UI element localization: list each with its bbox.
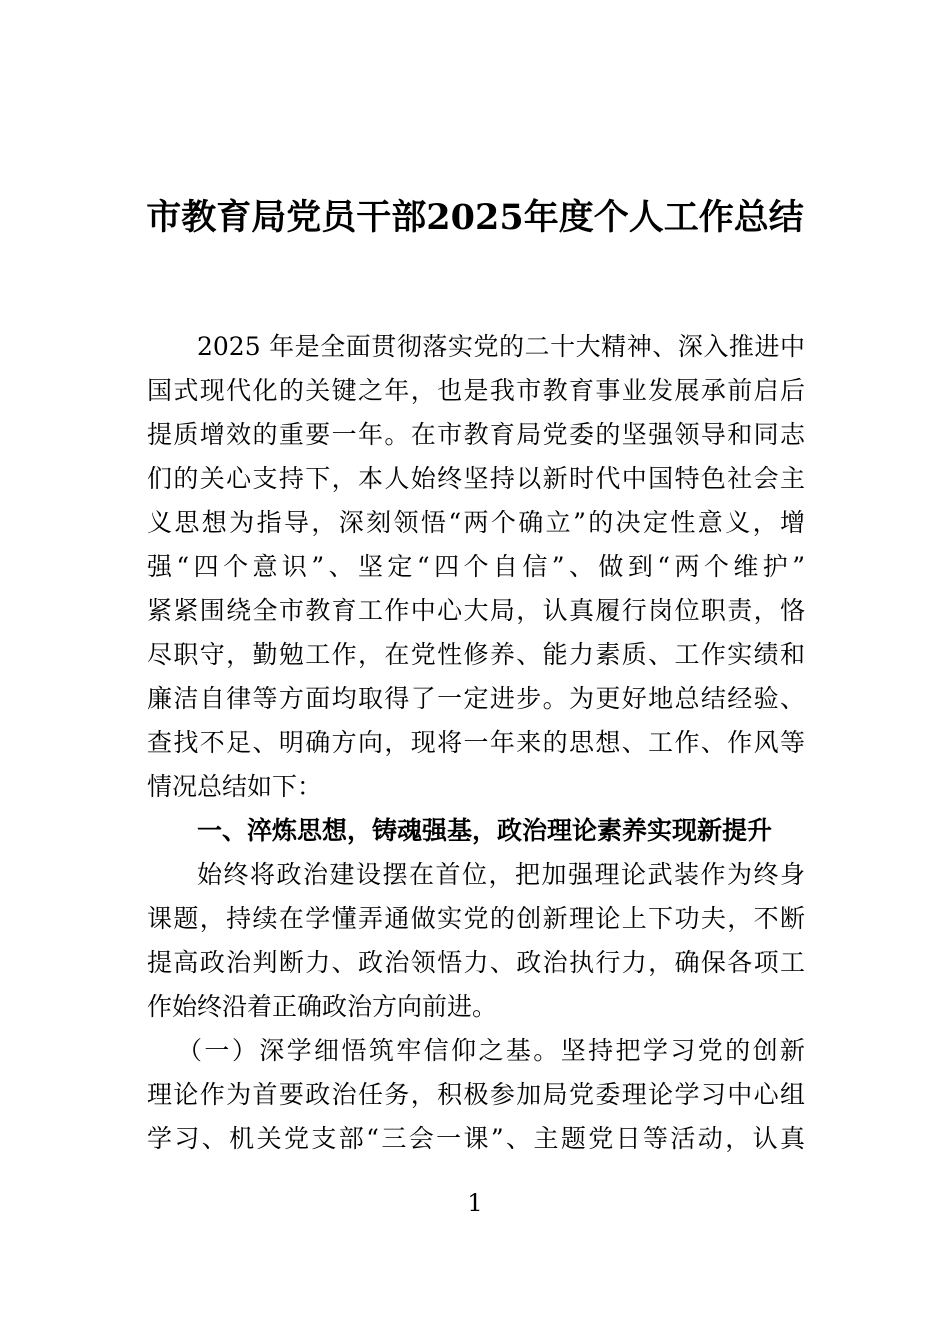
body-text-line: 查找不足、明确方向，现将一年来的思想、工作、作风等: [147, 728, 805, 757]
body-text-line: 提高政治判断力、政治领悟力、政治执行力，确保各项工: [147, 948, 805, 977]
document-title: 市教育局党员干部2025年度个人工作总结: [146, 197, 804, 238]
body-text-line: 紧紧围绕全市教育工作中心大局，认真履行岗位职责，恪: [147, 596, 805, 625]
body-text-line: 尽职守，勤勉工作，在党性修养、能力素质、工作实绩和: [147, 640, 805, 669]
body-text-line: 廉洁自律等方面均取得了一定进步。为更好地总结经验、: [147, 684, 805, 713]
body-text-line: 义思想为指导，深刻领悟“两个确立”的决定性意义，增: [147, 508, 805, 537]
body-text-line: 强“四个意识”、坚定“四个自信”、做到“两个维护”: [147, 552, 805, 581]
body-text-line: 课题，持续在学懂弄通做实党的创新理论上下功夫，不断: [147, 904, 805, 933]
body-text-line: 2025 年是全面贯彻落实党的二十大精神、深入推进中: [197, 332, 805, 361]
body-text-line: 学习、机关党支部“三会一课”、主题党日等活动，认真: [147, 1124, 805, 1153]
body-text-line: 国式现代化的关键之年，也是我市教育事业发展承前启后: [147, 376, 805, 405]
page-number: 1: [467, 1189, 483, 1217]
body-text-line: 们的关心支持下，本人始终坚持以新时代中国特色社会主: [147, 464, 805, 493]
body-text-line: 理论作为首要政治任务，积极参加局党委理论学习中心组: [147, 1080, 805, 1109]
body-text-line: 提质增效的重要一年。在市教育局党委的坚强领导和同志: [147, 420, 805, 449]
body-text-line: 情况总结如下：: [147, 772, 323, 801]
section-heading: 一、淬炼思想，铸魂强基，政治理论素养实现新提升: [197, 816, 773, 845]
body-text-line: （一）深学细悟筑牢信仰之基。坚持把学习党的创新: [177, 1036, 805, 1065]
body-text-line: 始终将政治建设摆在首位，把加强理论武装作为终身: [197, 860, 805, 889]
body-text-line: 作始终沿着正确政治方向前进。: [147, 992, 498, 1021]
